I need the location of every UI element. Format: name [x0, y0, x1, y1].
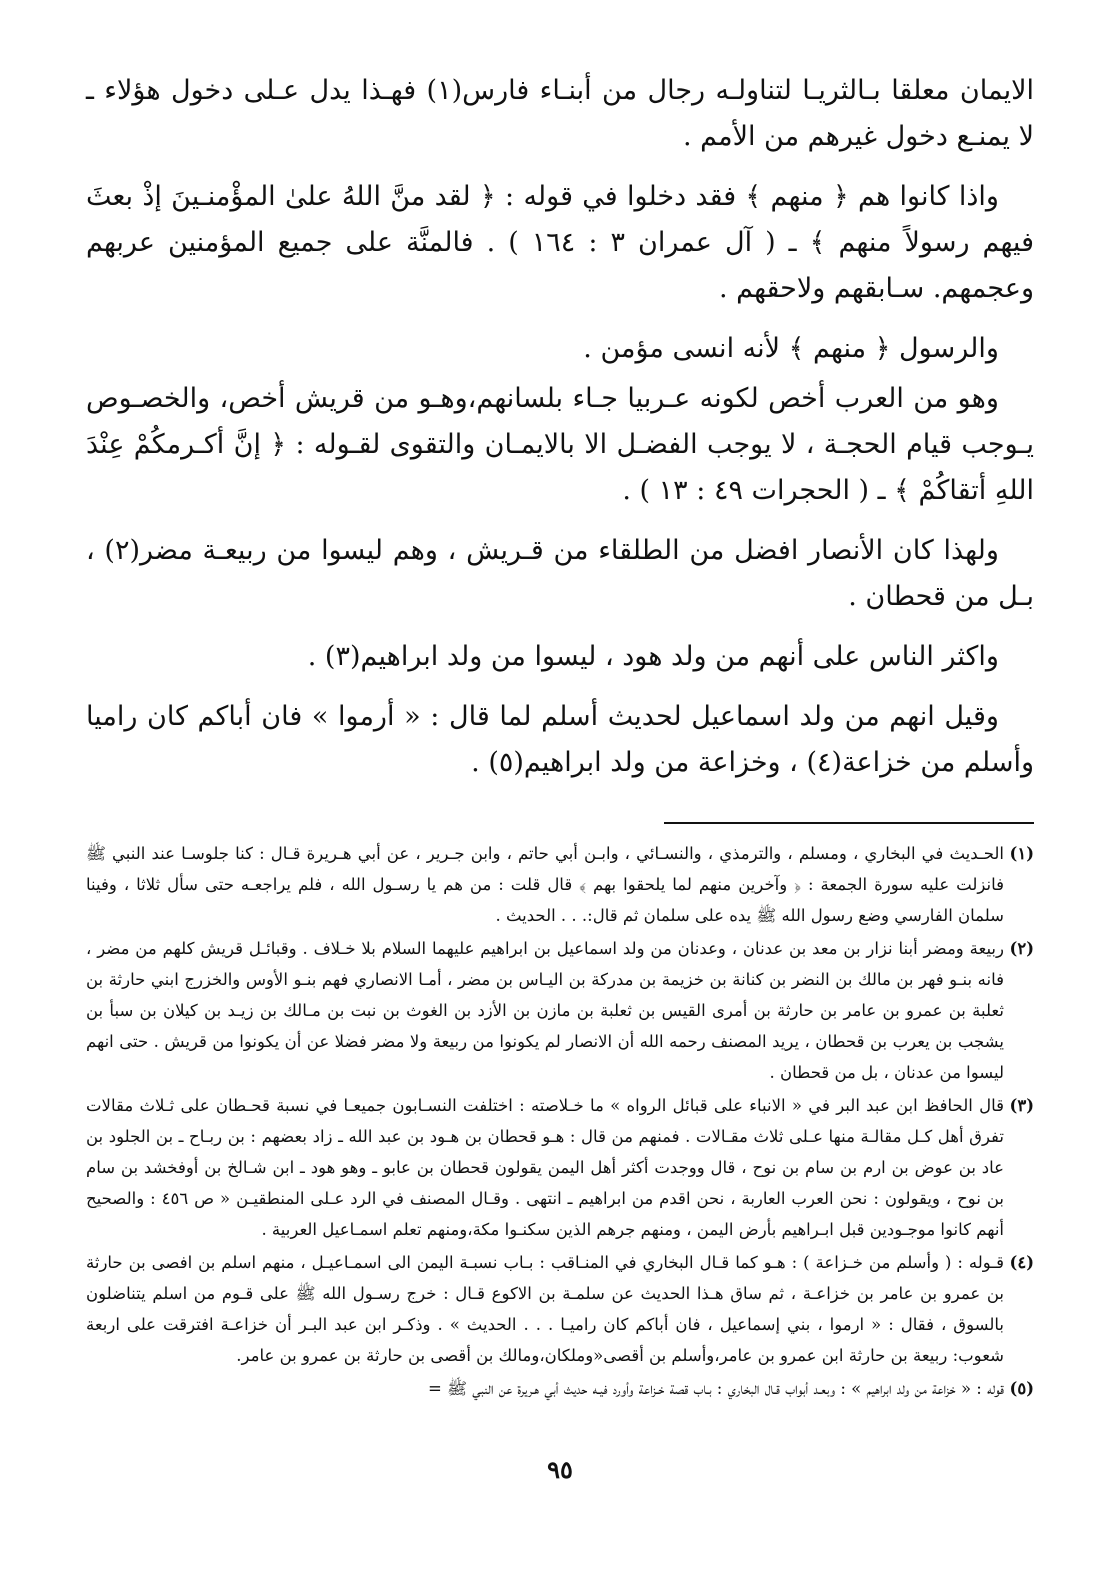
footnote-text: قال الحافظ ابن عبد البر في « الانباء على قبائل الرواه » ما خـلاصته : اختلفت النسـابون جميعـا في نسبة قحـطان على ثـلاث مقالات تفرق أهل كـل مقالـة منها عـلى ثلاث مقـالات . فمنهم من قال : هـو قحطان بن هـود بن عبد الله ـ زاد بعضهم : بن ربـاح ـ بن الجلود بن عاد بن عوض بن ارم بن سام بن نوح ، قال ووجدت أكثر أهل اليمن يقولون قحطان بن عابو ـ وهو هود ـ ابن شـالخ بن أوفخشد بن سام بن نوح ، ويقولون : نحن العرب العاربة ، نحن اقدم من ابراهيم ـ انتهى . وقـال المصنف في الرد عـلى المنطقيـن « ص ٤٥٦ : والصحيح أنهم كانوا موجـودين قبل ابـراهيم بأرض اليمن ، ومنهم جرهم الذين سكنـوا مكة،ومنهم تعلم اسمـاعيل العربية . [86, 1096, 1005, 1239]
footnote-text: الحـديث في البخاري ، ومسلم ، والترمذي ، والنسـائي ، وابـن أبي حاتم ، وابن جـرير ، عن أبي هـريرة قـال : كنا جلوسـا عند النبي ﷺ فانزلت عليه سورة الجمعة : ﴿ وآخرين منهم لما يلحقوا بهم ﴾ قال قلت : من هم يا رسـول الله ، فلم يراجعـه حتى سأل ثلاثا ، وفينا سلمان الفارسي وضع رسول الله ﷺ يده على سلمان ثم قال:. . . الحديث . [86, 844, 1004, 925]
footnote-separator [664, 822, 1034, 824]
footnote-number: (٤) [1009, 1253, 1034, 1272]
footnote-text: قوله : « خزاعة من ولد ابراهيم » : وبعـد أبواب قـال البخاري : بـاب قصة خـزاعة وأورد فيـه حديث أبي هـريرة عن النبي ﷺ = [428, 1379, 1004, 1398]
footnote-number: (٢) [1009, 939, 1034, 958]
paragraph: والرسول ﴿ منهم ﴾ لأنه انسى مؤمن . [583, 333, 999, 364]
paragraph: وقيل انهم من ولد اسماعيل لحديث أسلم لما قال : « أرموا » فان أباكم كان راميا وأسلم من خزاعة(٤) ، وخزاعة من ولد ابراهيم(٥) . [86, 701, 1034, 778]
paragraph: وهو من العرب أخص لكونه عـربيا جـاء بلسانهم،وهـو من قريش أخص، والخصـوص يـوجب قيام الحجـة ، لا يوجب الفضـل الا بالايمـان والتقوى لقـوله : ﴿ إنَّ أكـرمكُمْ عِنْدَ اللهِ أتقاكُمْ ﴾ ـ ( الحجرات ٤٩ : ١٣ ) . [86, 383, 1034, 506]
footnote-number: (٣) [1009, 1096, 1034, 1115]
footnotes [86, 838, 1034, 1404]
footnote [86, 838, 1034, 931]
footnote-number: (٥) [1009, 1379, 1034, 1398]
footnote [86, 933, 1034, 1088]
paragraph: الايمان معلقا بـالثريـا لتناولـه رجال من أبنـاء فارس(١) فهـذا يدل عـلى دخول هؤلاء ـ لا يمنـع دخول غيرهم من الأمم . [86, 75, 1034, 152]
paragraph: واذا كانوا هم ﴿ منهم ﴾ فقد دخلوا في قوله : ﴿ لقد منَّ اللهُ علىٰ المؤْمنـينَ إذْ بعثَ فيهم رسولاً منهم ﴾ ـ ( آل عمران ٣ : ١٦٤ ) . فالمنَّة على جميع المؤمنين عربهم وعجمهم. سـابقهم ولاحقهم . [86, 181, 1034, 304]
main-text [86, 68, 1034, 786]
footnote [86, 1090, 1034, 1245]
footnote-text: ربيعة ومضر أبنا نزار بن معد بن عدنان ، وعدنان من ولد اسماعيل بن ابراهيم عليهما السلام بلا خـلاف . وقبائـل قريش كلهم من مضر ، فانه بنـو فهر بن مالك بن النضر بن كنانة بن خزيمة بن مدركة بن اليـاس بن مضر ، أمـا الانصاري فهم بنـو الأوس والخزرج ابني حارثة بن ثعلبة بن عمرو بن عامر بن حارثة بن أمرى القيس بن ثعلبة بن مازن بن الأزد بن الغوث بن نبت بن مـالك بن زيـد بن كيلان بن سبأ بن يشجب بن يعرب بن قحطان ، يريد المصنف رحمه الله أن الانصار لم يكونوا من ربيعة ولا مضر فضلا عن أن يكونوا من قريش . حتى انهم ليسوا من عدنان ، بل من قحطان . [86, 939, 1004, 1082]
footnote-text: قـوله : ( وأسلم من خـزاعة ) : هـو كما قـال البخاري في المنـاقب : بـاب نسبـة اليمن الى اسمـاعيـل ، منهم اسلم بن افصى بن حارثة بن عمرو بن عامر بن خزاعـة ، ثم ساق هـذا الحديث عن سلمـة بن الاكوع قـال : خرج رسـول الله ﷺ على قـوم من اسلم يتناضلون بالسوق ، فقال : « ارموا ، بني إسماعيل ، فان أباكم كان راميـا . . . الحديث » . وذكـر ابن عبد البـر أن خزاعـة افترقت على اربعة شعوب: ربيعة بن حارثة ابن عمرو بن عامر،وأسلم بن أقصى«وملكان،ومالك بن أقصى بن حارثة بن عمرو بن عامر. [86, 1253, 1004, 1365]
paragraph: واكثر الناس على أنهم من ولد هود ، ليسوا من ولد ابراهيم(٣) . [307, 641, 999, 672]
page-number: ٩٥ [547, 1455, 573, 1484]
footnote [86, 1247, 1034, 1371]
paragraph: ولهذا كان الأنصار افضل من الطلقاء من قـريش ، وهم ليسوا من ربيعـة مضر(٢) ، بـل من قحطان . [86, 535, 1034, 612]
footnote [86, 1373, 1034, 1404]
footnote-number: (١) [1009, 844, 1034, 863]
